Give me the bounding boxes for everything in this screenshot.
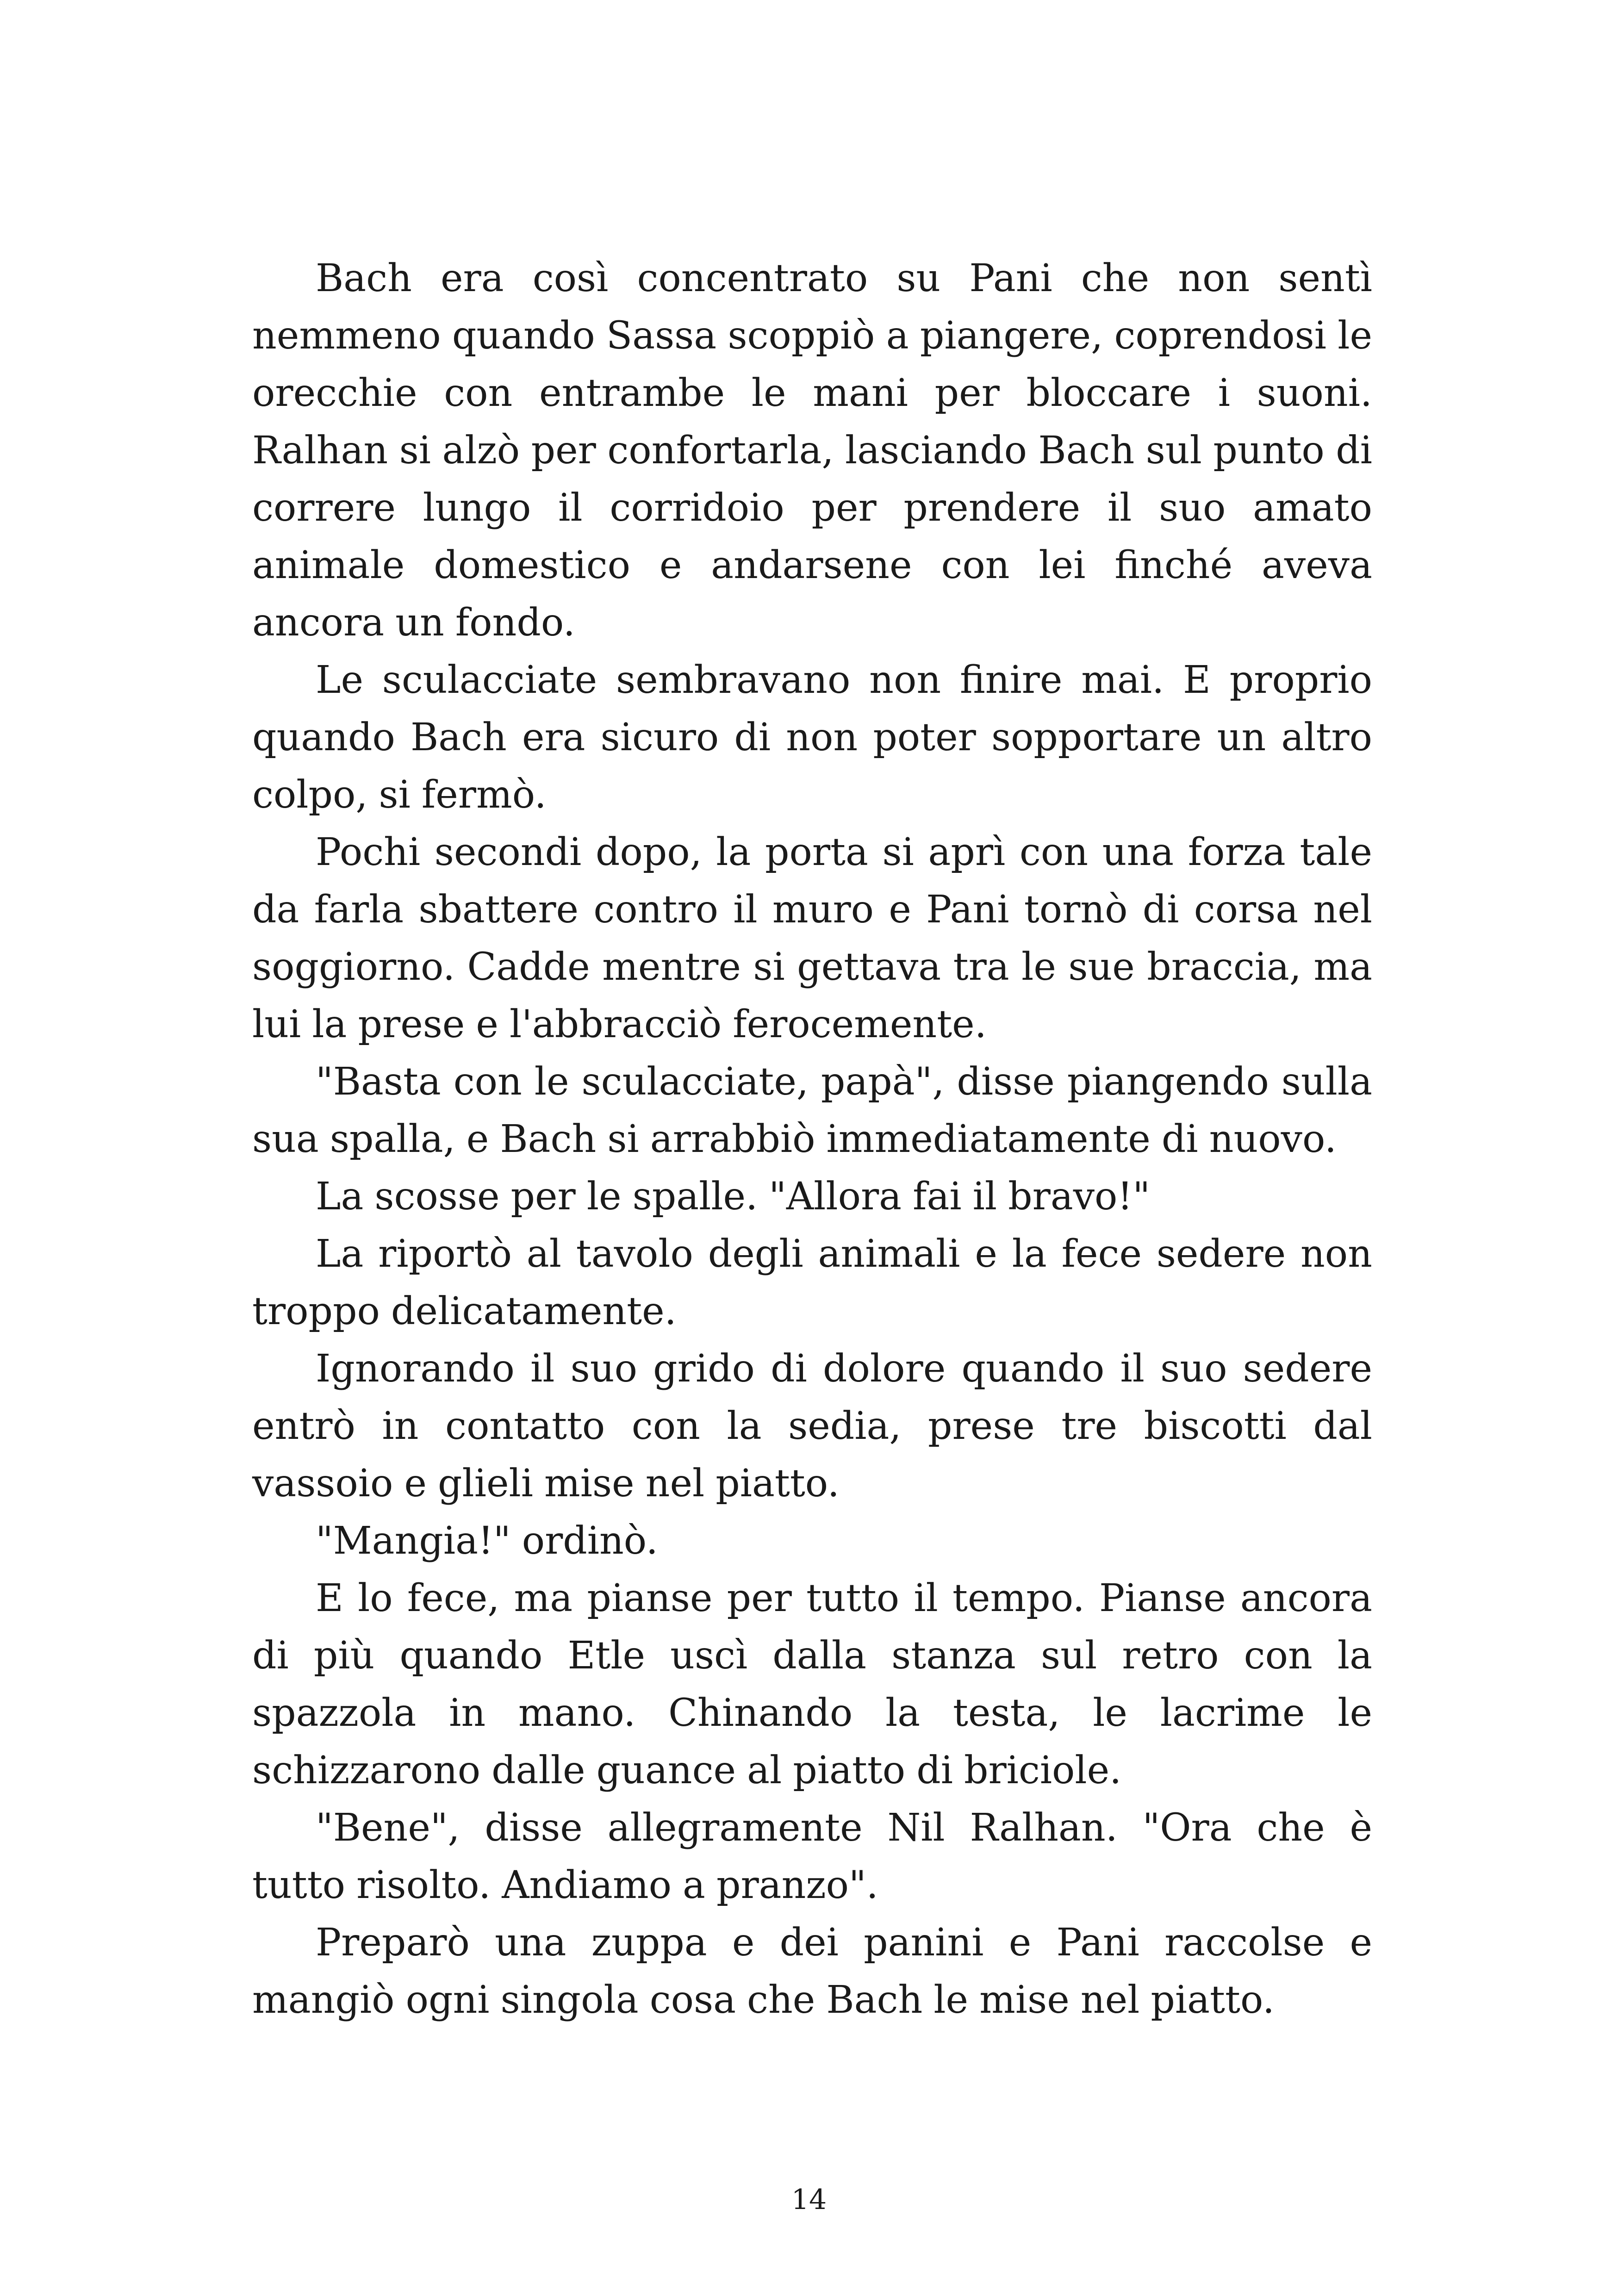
paragraph: Pochi secondi dopo, la porta si aprì con una forza tale da farla sbattere contro il muro e Pani tornò di corsa nel soggiorno. Cadde mentre si gettava tra le sue braccia, ma lui la prese e l'abbracciò ferocemente. xyxy=(252,830,1372,1046)
page-number: 14 xyxy=(791,2184,827,2216)
paragraph: Le sculacciate sembravano non finire mai. E proprio quando Bach era sicuro di non poter sopportare un altro colpo, si fermò. xyxy=(252,658,1372,817)
paragraph: La scosse per le spalle. "Allora fai il bravo!" xyxy=(316,1175,1151,1219)
paragraph: "Basta con le sculacciate, papà", disse piangendo sulla sua spalla, e Bach si arrabbiò immediatamente di nuovo. xyxy=(252,1060,1372,1161)
paragraph: Preparò una zuppa e dei panini e Pani raccolse e mangiò ogni singola cosa che Bach le mise nel piatto. xyxy=(252,1921,1372,2022)
body-text xyxy=(252,250,1372,2029)
paragraph: "Bene", disse allegramente Nil Ralhan. "Ora che è tutto risolto. Andiamo a pranzo". xyxy=(252,1806,1372,1907)
paragraph: "Mangia!" ordinò. xyxy=(316,1519,658,1563)
paragraph: Bach era così concentrato su Pani che non sentì nemmeno quando Sassa scoppiò a piangere, coprendosi le orecchie con entrambe le mani per bloccare i suoni. Ralhan si alzò per confortarla, lasciando Bach sul punto di correre lungo il corridoio per prendere il suo amato animale domestico e andarsene con lei finché aveva ancora un fondo. xyxy=(252,256,1372,645)
paragraph: Ignorando il suo grido di dolore quando il suo sedere entrò in contatto con la sedia, prese tre biscotti dal vassoio e glieli mise nel piatto. xyxy=(252,1347,1372,1506)
paragraph: La riportò al tavolo degli animali e la fece sedere non troppo delicatamente. xyxy=(252,1232,1372,1333)
paragraph: E lo fece, ma pianse per tutto il tempo. Pianse ancora di più quando Etle uscì dalla stanza sul retro con la spazzola in mano. Chinando la testa, le lacrime le schizzarono dalle guance al piatto di briciole. xyxy=(252,1576,1372,1792)
